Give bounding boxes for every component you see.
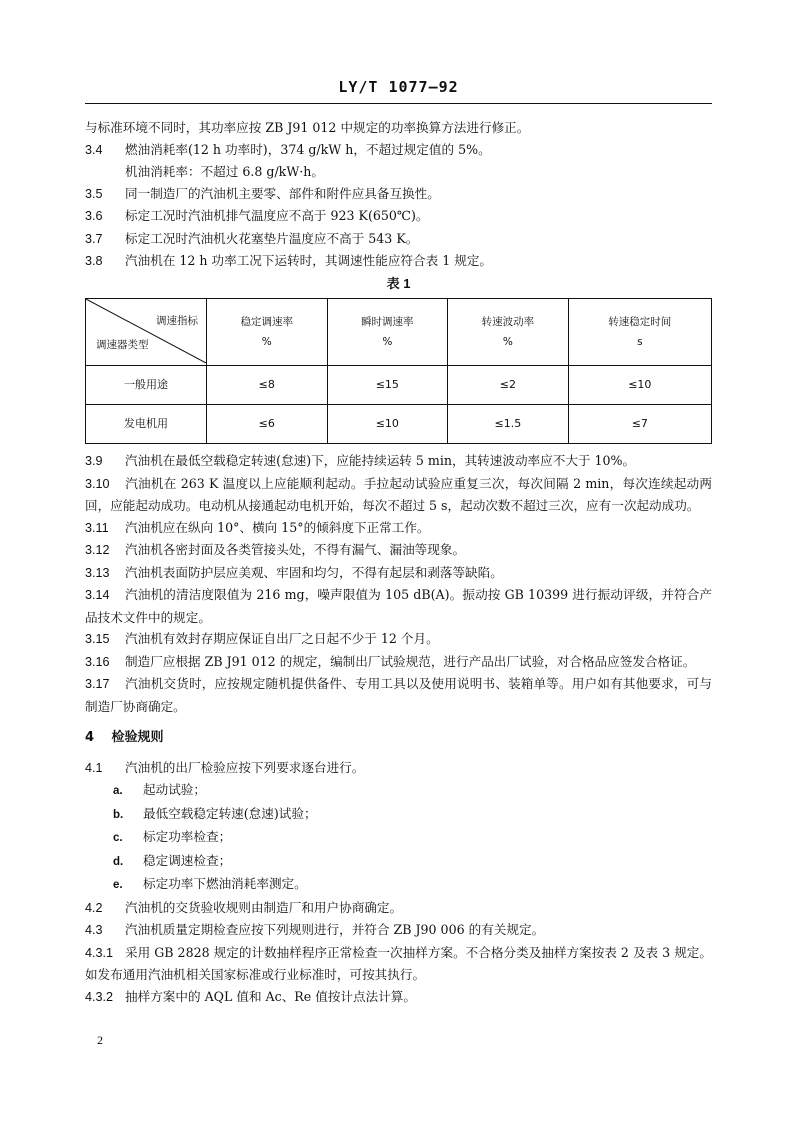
clause-number: 4.2 [85,900,103,915]
list-item [85,873,712,897]
table-header-row [86,299,712,366]
clause-number: 3.9 [85,454,103,468]
clause-number: 3.7 [85,231,103,246]
clause [85,517,712,540]
column-header [448,299,569,366]
clause-number: 3.13 [85,565,110,580]
clause-number: 3.17 [85,677,110,691]
clause-number: 4.3.2 [85,989,114,1004]
section-title: 检验规则 [111,730,164,745]
clause-text: 汽油机质量定期检查应按下列规则进行，并符合 ZB J90 006 的有关规定。 [125,922,545,937]
section-heading [85,727,712,749]
clause-text: 汽油机应在纵向 10°、横向 15°的倾斜度下正常工作。 [125,519,430,535]
header-rule [85,103,712,104]
clause-list-3 [85,139,712,273]
list-label: a. [113,785,123,797]
list-item [85,779,712,803]
table-row [86,366,712,405]
clause-number: 3.6 [85,209,103,223]
page-content [85,117,712,1008]
clause-text: 制造厂应根据 ZB J91 012 的规定，编制出厂试验规范，进行产品出厂试验，对合格品应签发合格证。 [125,653,696,669]
list-text: 标定功率检查； [143,829,232,844]
column-name: 转速波动率 [481,316,535,328]
list-item [85,826,712,850]
clause [85,986,712,1009]
clause-text: 采用 GB 2828 规定的计数抽样程序正常检查一次抽样方案。不合格分类及抽样方案按表 2 及表 3 规定。如发布通用汽油机相关国家标准或行业标准时，可按其执行。 [85,944,712,982]
clause [85,562,712,585]
column-name: 稳定调速率 [240,316,294,328]
list-item [85,803,712,827]
clause [85,450,712,473]
column-name: 转速稳定时间 [608,316,672,328]
clause-number: 3.12 [85,543,110,557]
clause [85,139,712,162]
clause [85,183,712,206]
clause-text: 汽油机的交货验收规则由制造厂和用户协商确定。 [125,899,403,915]
clause-text: 同一制造厂的汽油机主要零、部件和附件应具备互换性。 [125,185,440,201]
clause-text: 汽油机在 263 K 温度以上应能顺利起动。手拉起动试验应重复三次，每次间隔 2 min，每次连续起动两回，应能起动成功。电动机从接通起动电机开始，每次不超过 5 s，起动次数不超过三次，应有一次起动成功。 [85,475,712,513]
column-header [327,299,448,366]
list-label: d. [113,855,124,868]
clause-number: 3.14 [85,588,110,602]
clause [85,651,712,674]
column-header [207,299,328,366]
clause-text: 汽油机在最低空载稳定转速(怠速)下，应能持续运转 5 min，其转速波动率应不大于 10%。 [125,453,636,468]
clause-text: 汽油机交货时，应按规定随机提供备件、专用工具以及使用说明书、装箱单等。用户如有其他要求，可与制造厂协商确定。 [85,676,712,714]
table-corner-cell [86,299,207,366]
list-text: 标定功率下燃油消耗率测定。 [143,876,307,891]
clause [85,161,712,183]
column-unit: % [261,336,272,348]
clause-number: 3.16 [85,654,110,669]
clause-list-4 [85,897,712,1009]
page-number: 2 [97,1033,103,1047]
column-unit: s [637,336,643,348]
list-text: 稳定调速检查； [143,852,232,868]
paragraph: 与标准环境不同时，其功率应按 ZB J91 012 中规定的功率换算方法进行修正。 [85,120,530,135]
governor-performance-table [85,298,712,444]
clause-text: 汽油机的出厂检验应按下列要求逐台进行。 [125,759,365,775]
clause [85,919,712,942]
table-cell: ≤8 [207,366,328,405]
clause-text: 汽油机有效封存期应保证自出厂之日起不少于 12 个月。 [125,631,439,646]
clause [85,250,712,273]
clause-text: 标定工况时汽油机火花塞垫片温度应不高于 543 K。 [125,230,419,246]
clause [85,473,712,517]
clause-list-3-cont [85,450,712,717]
clause-number: 4.3 [85,923,103,937]
list-label: e. [113,879,123,891]
clause-number: 3.4 [85,142,103,157]
table-title: 表 1 [386,275,411,291]
clause [85,584,712,628]
table-row [86,405,712,444]
clause-number: 3.8 [85,254,103,268]
list-label: b. [113,808,124,821]
document-header: LY/T 1077—92 [338,78,459,96]
clause-text: 机油消耗率：不超过 6.8 g/kW·h。 [125,164,324,179]
column-name: 瞬时调速率 [361,316,414,328]
table-cell: ≤10 [568,366,711,405]
column-unit: % [502,336,513,348]
table-cell: ≤2 [448,366,569,405]
table-cell: ≤1.5 [448,405,569,444]
list-item [85,850,712,874]
clause [85,205,712,228]
table-cell: ≤15 [327,366,448,405]
table-cell: ≤7 [568,405,711,444]
clause-number: 4.3.1 [85,945,114,960]
clause [85,897,712,920]
clause [85,228,712,251]
clause-number: 3.5 [85,186,103,201]
row-type: 一般用途 [86,366,207,405]
clause-text: 燃油消耗率(12 h 功率时)，374 g/kW h，不超过规定值的 5%。 [125,141,491,157]
inspection-list [85,779,712,897]
clause-text: 汽油机在 12 h 功率工况下运转时，其调速性能应符合表 1 规定。 [125,253,493,268]
corner-bottom-label: 调速器类型 [96,339,149,351]
table-cell: ≤10 [327,405,448,444]
clause [85,673,712,717]
clause-number: 3.15 [85,632,110,646]
section-number: 4 [85,730,95,745]
table-cell: ≤6 [207,405,328,444]
list-text: 最低空载稳定转速(怠速)试验； [143,805,317,821]
clause [85,942,712,986]
column-header [568,299,711,366]
clause-text: 汽油机各密封面及各类管接头处，不得有漏气、漏油等现象。 [125,542,466,557]
clause-text: 汽油机的清洁度限值为 216 mg，噪声限值为 105 dB(A)。振动按 GB 10399 进行振动评级，并符合产品技术文件中的规定。 [85,587,712,625]
column-unit: % [382,336,393,348]
clause-text: 汽油机表面防护层应美观、牢固和均匀，不得有起层和剥落等缺陷。 [125,564,503,580]
clause-text: 标定工况时汽油机排气温度应不高于 923 K(650℃)。 [125,208,429,223]
clause [85,539,712,562]
corner-top-label: 调速指标 [156,315,198,327]
clause-text: 抽样方案中的 AQL 值和 Ac、Re 值按计点法计算。 [125,988,416,1004]
clause [85,628,712,651]
list-label: c. [113,832,123,844]
clause-number: 3.11 [85,520,109,535]
clause-number: 4.1 [85,760,103,775]
clause [85,757,712,780]
clause-number: 3.10 [85,476,110,491]
row-type: 发电机用 [86,405,207,444]
list-text: 起动试验； [143,782,206,797]
